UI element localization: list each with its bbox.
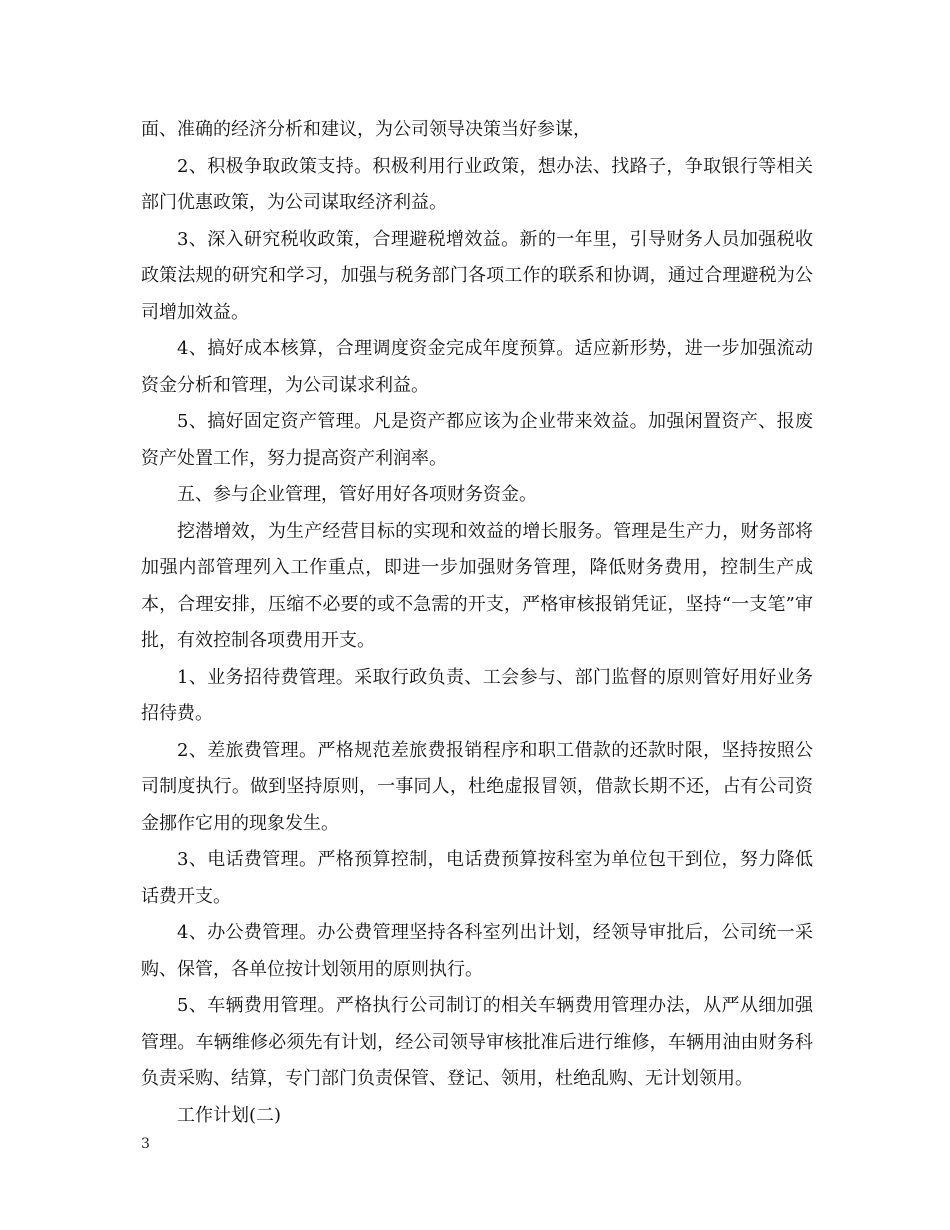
paragraph: 面、准确的经济分析和建议，为公司领导决策当好参谋， xyxy=(141,119,591,140)
paragraph: 4、搞好成本核算，合理调度资金完成年度预算。适应新形势，进一步加强流动资金分析和管理，为公司谋求利益。 xyxy=(141,338,813,396)
section-heading: 五、参与企业管理，管好用好各项财务资金。 xyxy=(177,484,537,505)
paragraph: 2、积极争取政策支持。积极利用行业政策，想办法、找路子，争取银行等相关部门优惠政策，为公司谋取经济利益。 xyxy=(141,155,813,213)
document-body xyxy=(141,112,813,1134)
section-heading: 工作计划(二) xyxy=(177,1104,282,1126)
paragraph: 3、深入研究税收政策，合理避税增效益。新的一年里，引导财务人员加强税收政策法规的研究和学习，加强与税务部门各项工作的联系和协调，通过合理避税为公司增加效益。 xyxy=(141,228,813,323)
paragraph: 2、差旅费管理。严格规范差旅费报销程序和职工借款的还款时限，坚持按照公司制度执行。做到坚持原则，一事同人，杜绝虚报冒领，借款长期不还，占有公司资金挪作它用的现象发生。 xyxy=(141,739,813,834)
paragraph: 4、办公费管理。办公费管理坚持各科室列出计划，经领导审批后，公司统一采购、保管，各单位按计划领用的原则执行。 xyxy=(141,922,813,980)
paragraph: 3、电话费管理。严格预算控制，电话费预算按科室为单位包干到位，努力降低话费开支。 xyxy=(141,849,813,907)
page-number: 3 xyxy=(141,1136,150,1152)
paragraph: 5、搞好固定资产管理。凡是资产都应该为企业带来效益。加强闲置资产、报废资产处置工作，努力提高资产利润率。 xyxy=(141,411,813,469)
paragraph: 5、车辆费用管理。严格执行公司制订的相关车辆费用管理办法，从严从细加强管理。车辆维修必须先有计划，经公司领导审核批准后进行维修，车辆用油由财务科负责采购、结算，专门部门负责保管、登记、领用，杜绝乱购、无计划领用。 xyxy=(141,995,813,1089)
paragraph: 1、业务招待费管理。采取行政负责、工会参与、部门监督的原则管好用好业务招待费。 xyxy=(141,666,813,724)
paragraph: 挖潜增效，为生产经营目标的实现和效益的增长服务。管理是生产力，财务部将加强内部管理列入工作重点，即进一步加强财务管理，降低财务费用，控制生产成本，合理安排，压缩不必要的或不急需的开支，严格审核报销凭证，坚持“一支笔”审批，有效控制各项费用开支。 xyxy=(141,520,813,651)
